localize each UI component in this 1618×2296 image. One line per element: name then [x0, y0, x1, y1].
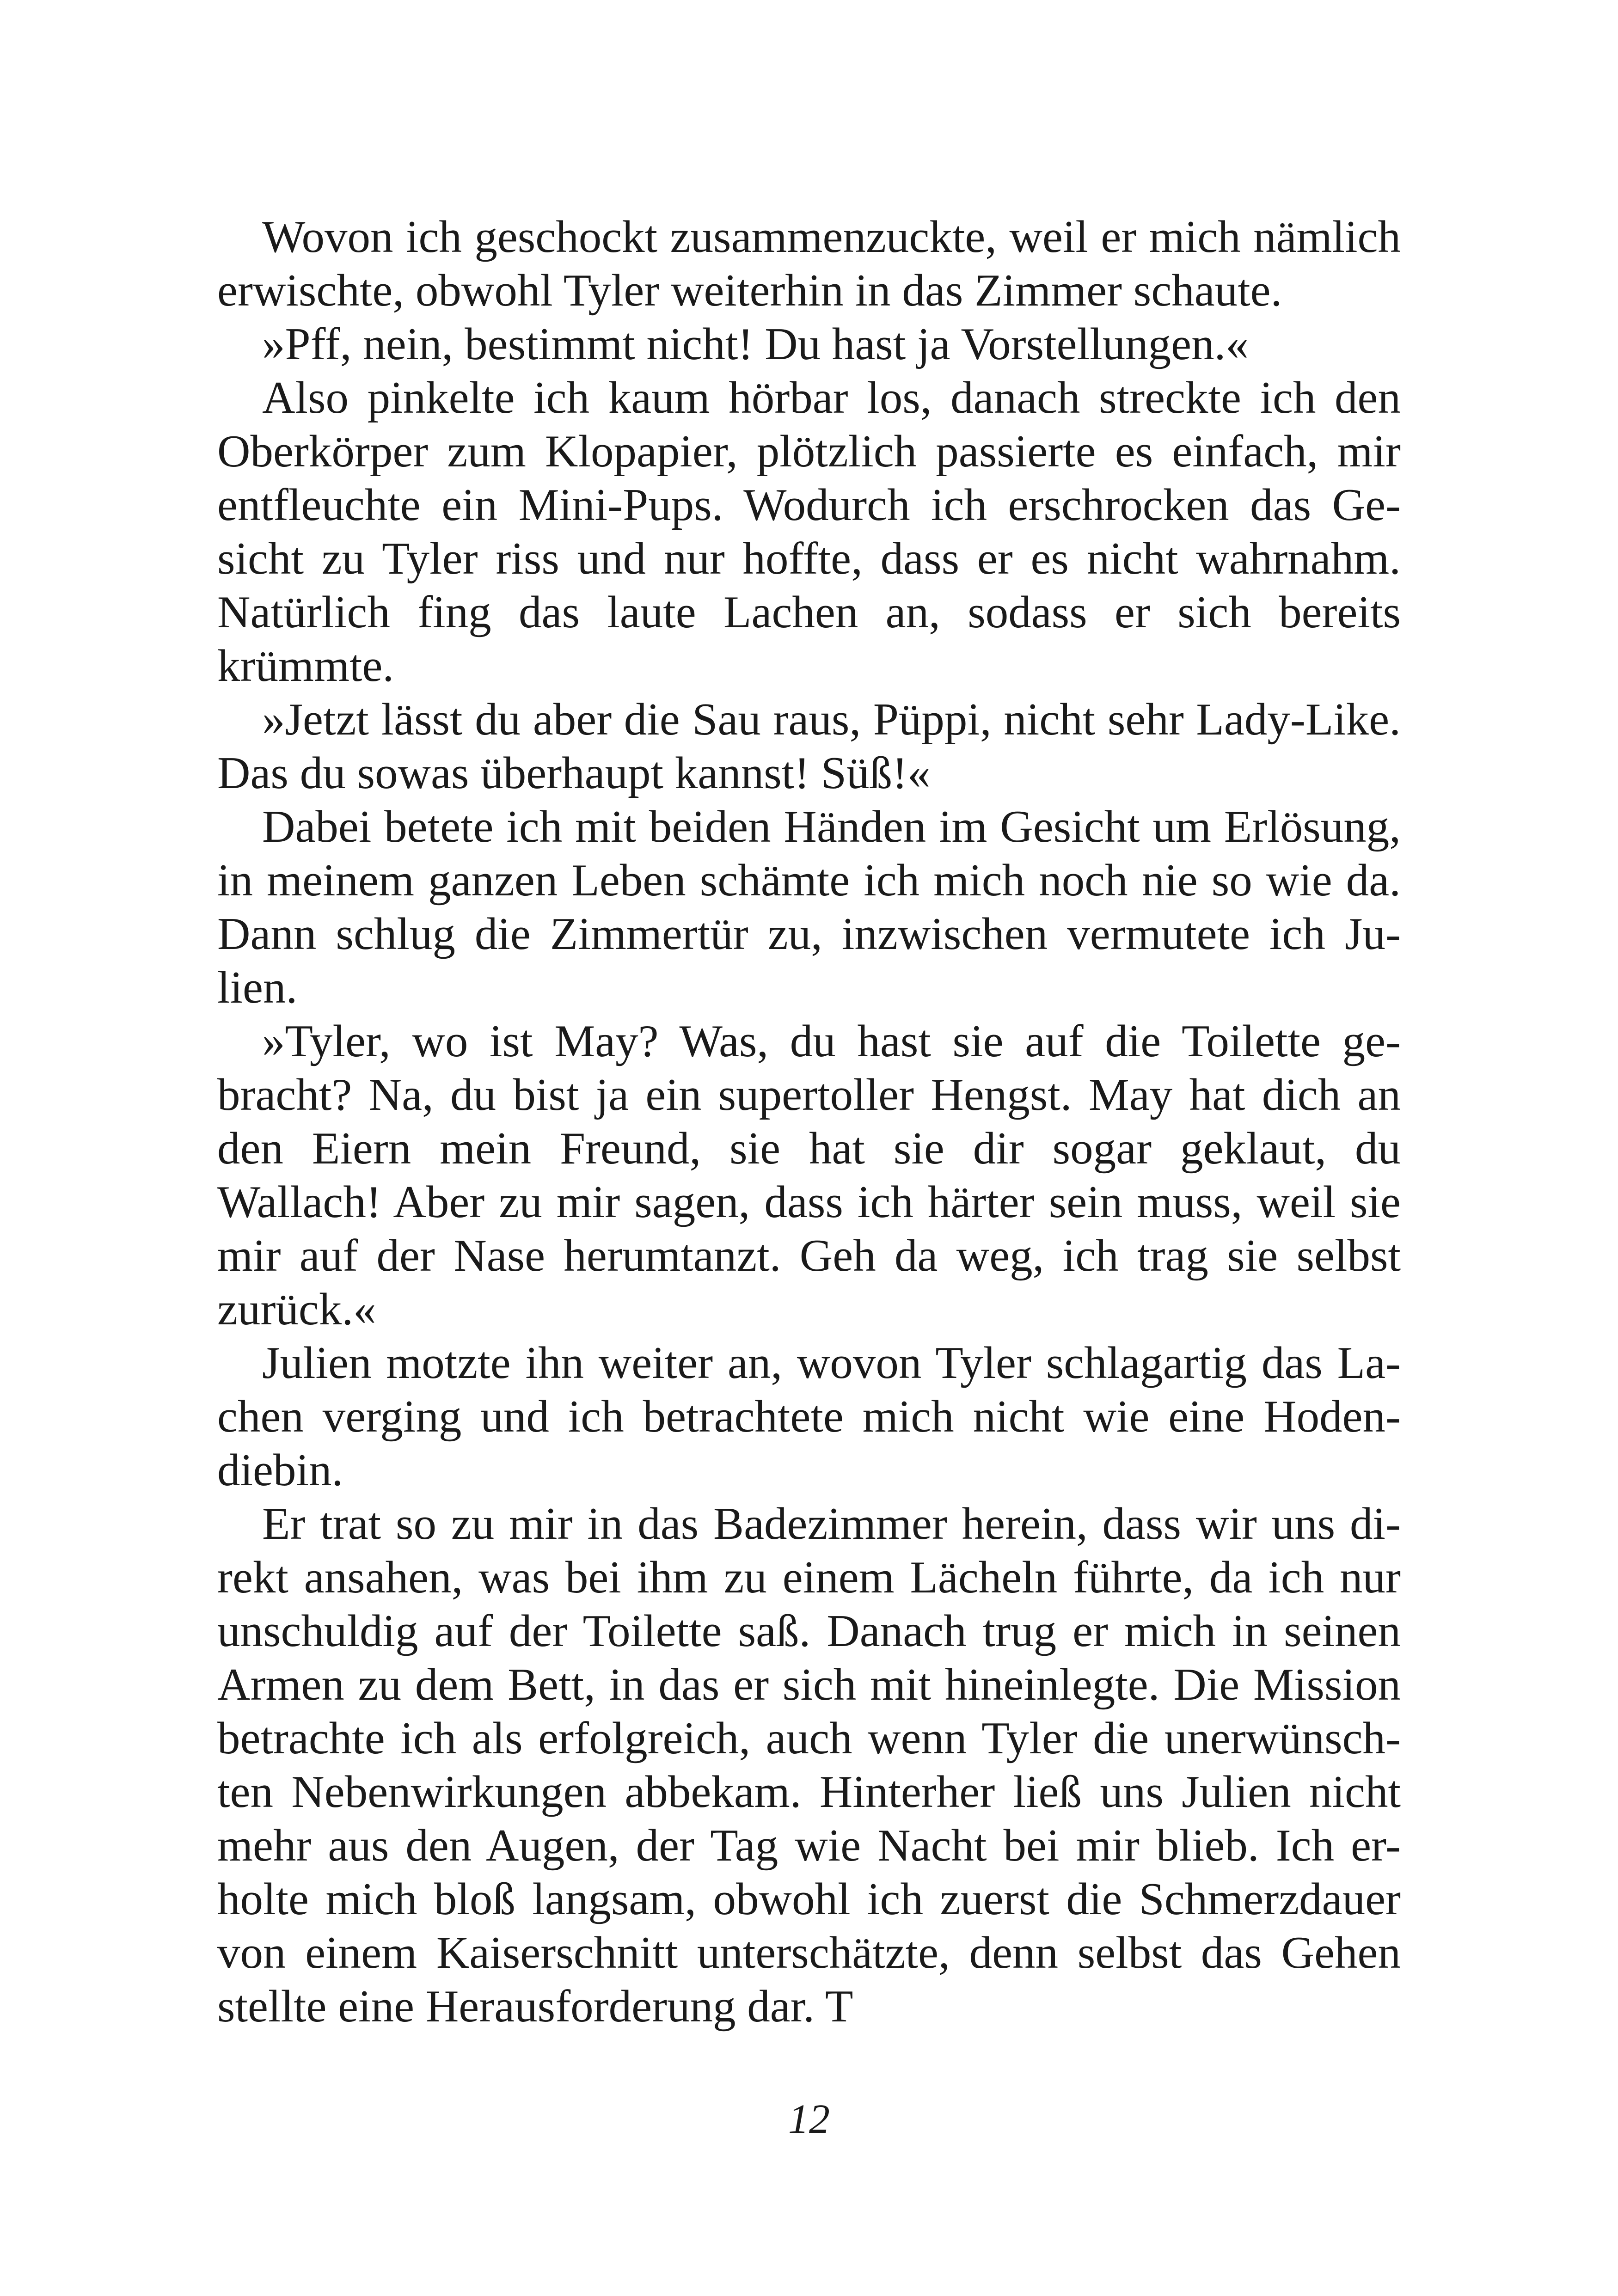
text-line: Wallach! Aber zu mir sagen, dass ich härter sein muss, weil sie	[217, 1177, 1401, 1227]
text-line: Oberkörper zum Klopapier, plötzlich passierte es einfach, mir	[217, 426, 1401, 477]
text-line: »Pff, nein, bestimmt nicht! Du hast ja Vorstellungen.«	[262, 319, 1249, 369]
text-line: Wovon ich geschockt zusammenzuckte, weil er mich nämlich	[262, 212, 1401, 262]
text-line: Dann schlug die Zimmertür zu, inzwischen vermutete ich Ju-	[217, 909, 1401, 959]
text-line: »Jetzt lässt du aber die Sau raus, Püppi, nicht sehr Lady-Like.	[262, 694, 1401, 745]
text-line: den Eiern mein Freund, sie hat sie dir sogar geklaut, du	[217, 1123, 1401, 1174]
text-line: Julien motzte ihn weiter an, wovon Tyler schlagartig das La-	[262, 1338, 1401, 1388]
text-line: bracht? Na, du bist ja ein supertoller Hengst. May hat dich an	[217, 1070, 1401, 1120]
text-line: chen verging und ich betrachtete mich nicht wie eine Hoden-	[217, 1391, 1401, 1442]
text-line: »Tyler, wo ist May? Was, du hast sie auf die Toilette ge-	[262, 1016, 1401, 1066]
text-line: zurück.«	[217, 1284, 376, 1335]
text-line: Das du sowas überhaupt kannst! Süß!«	[217, 748, 931, 798]
text-line: mir auf der Nase herumtanzt. Geh da weg, ich trag sie selbst	[217, 1231, 1401, 1281]
text-line: erwischte, obwohl Tyler weiterhin in das Zimmer schaute.	[217, 265, 1282, 316]
text-line: von einem Kaiserschnitt unterschätzte, denn selbst das Gehen	[217, 1928, 1401, 1978]
text-line: mehr aus den Augen, der Tag wie Nacht bei mir blieb. Ich er-	[217, 1820, 1401, 1871]
text-line: entfleuchte ein Mini-Pups. Wodurch ich erschrocken das Ge-	[217, 480, 1401, 530]
text-line: rekt ansahen, was bei ihm zu einem Lächeln führte, da ich nur	[217, 1552, 1401, 1603]
text-line: ten Nebenwirkungen abbekam. Hinterher ließ uns Julien nicht	[217, 1767, 1401, 1817]
text-line: stellte eine Herausforderung dar. T	[217, 1981, 853, 2032]
text-line: lien.	[217, 962, 298, 1013]
text-line: betrachte ich als erfolgreich, auch wenn Tyler die unerwünsch-	[217, 1713, 1401, 1763]
text-line: Er trat so zu mir in das Badezimmer herein, dass wir uns di-	[262, 1499, 1401, 1549]
text-line: sicht zu Tyler riss und nur hoffte, dass er es nicht wahrnahm.	[217, 533, 1401, 584]
text-line: Natürlich fing das laute Lachen an, sodass er sich bereits	[217, 587, 1401, 637]
text-line: unschuldig auf der Toilette saß. Danach trug er mich in seinen	[217, 1606, 1401, 1656]
text-line: in meinem ganzen Leben schämte ich mich noch nie so wie da.	[217, 855, 1401, 906]
text-line: Armen zu dem Bett, in das er sich mit hineinlegte. Die Mission	[217, 1659, 1401, 1710]
text-line: krümmte.	[217, 641, 394, 691]
body-text	[217, 210, 1401, 2033]
text-line: Also pinkelte ich kaum hörbar los, danach streckte ich den	[262, 373, 1401, 423]
text-line: holte mich bloß langsam, obwohl ich zuerst die Schmerzdauer	[217, 1874, 1401, 1924]
page-number: 12	[788, 2096, 830, 2142]
text-line: Dabei betete ich mit beiden Händen im Gesicht um Erlösung,	[262, 802, 1401, 852]
text-line: diebin.	[217, 1445, 343, 1495]
